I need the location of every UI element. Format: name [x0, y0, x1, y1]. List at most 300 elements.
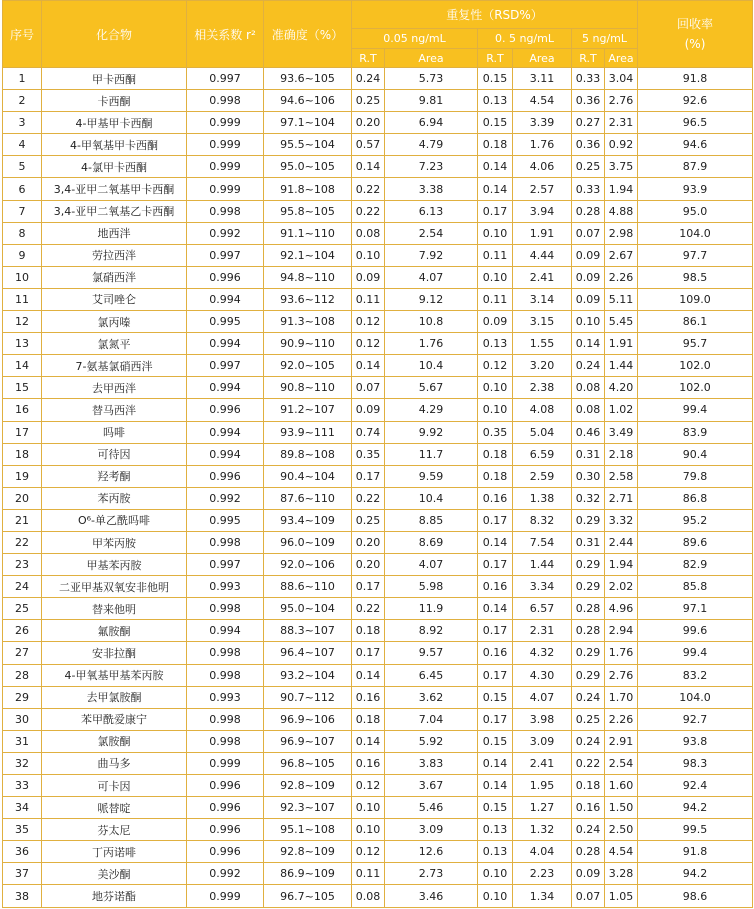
table-row	[3, 509, 753, 531]
row-index: 38	[3, 885, 42, 907]
rt-005: 0.16	[352, 752, 385, 774]
rt-005: 0.10	[352, 797, 385, 819]
area-05: 2.38	[513, 377, 572, 399]
rt-05: 0.12	[478, 355, 513, 377]
area-5: 5.11	[605, 288, 638, 310]
compound-name: 吗啡	[42, 421, 187, 443]
rt-005: 0.18	[352, 708, 385, 730]
row-index: 19	[3, 465, 42, 487]
accuracy-range: 88.3~107	[264, 620, 352, 642]
table-row	[3, 664, 753, 686]
compound-name: 替来他明	[42, 598, 187, 620]
row-index: 37	[3, 863, 42, 885]
rt-05: 0.14	[478, 775, 513, 797]
rt-005: 0.22	[352, 598, 385, 620]
accuracy-range: 90.9~110	[264, 333, 352, 355]
rt-5: 0.09	[572, 288, 605, 310]
area-05: 1.55	[513, 333, 572, 355]
area-005: 3.67	[385, 775, 478, 797]
rt-005: 0.74	[352, 421, 385, 443]
recovery-value: 95.2	[638, 509, 753, 531]
area-005: 8.69	[385, 531, 478, 553]
accuracy-range: 93.4~109	[264, 509, 352, 531]
r2-value: 0.998	[187, 708, 264, 730]
table-header	[3, 1, 753, 68]
accuracy-range: 96.7~105	[264, 885, 352, 907]
area-05: 2.59	[513, 465, 572, 487]
table-row	[3, 863, 753, 885]
area-05: 3.14	[513, 288, 572, 310]
area-5: 2.31	[605, 112, 638, 134]
area-005: 3.83	[385, 752, 478, 774]
rt-05: 0.10	[478, 863, 513, 885]
compound-name: 氯氮平	[42, 333, 187, 355]
recovery-value: 83.9	[638, 421, 753, 443]
area-05: 2.41	[513, 752, 572, 774]
recovery-value: 99.5	[638, 819, 753, 841]
rt-005: 0.35	[352, 443, 385, 465]
area-05: 1.91	[513, 222, 572, 244]
recovery-value: 89.6	[638, 531, 753, 553]
header-index: 序号	[3, 1, 42, 68]
area-005: 5.73	[385, 68, 478, 90]
recovery-value: 97.7	[638, 244, 753, 266]
rt-05: 0.17	[478, 664, 513, 686]
table-row	[3, 708, 753, 730]
row-index: 12	[3, 311, 42, 333]
area-05: 2.41	[513, 266, 572, 288]
rt-5: 0.24	[572, 819, 605, 841]
recovery-value: 79.8	[638, 465, 753, 487]
r2-value: 0.995	[187, 509, 264, 531]
compound-name: 可待因	[42, 443, 187, 465]
row-index: 25	[3, 598, 42, 620]
rt-5: 0.25	[572, 156, 605, 178]
table-row	[3, 156, 753, 178]
accuracy-range: 92.1~104	[264, 244, 352, 266]
accuracy-range: 95.1~108	[264, 819, 352, 841]
area-005: 5.92	[385, 730, 478, 752]
recovery-value: 97.1	[638, 598, 753, 620]
r2-value: 0.997	[187, 244, 264, 266]
rt-05: 0.13	[478, 819, 513, 841]
compound-name: 4-氯甲卡西酮	[42, 156, 187, 178]
table-row	[3, 531, 753, 553]
recovery-value: 94.2	[638, 863, 753, 885]
r2-value: 0.994	[187, 288, 264, 310]
r2-value: 0.998	[187, 598, 264, 620]
area-05: 7.54	[513, 531, 572, 553]
rt-005: 0.07	[352, 377, 385, 399]
table-row	[3, 686, 753, 708]
accuracy-range: 96.9~107	[264, 730, 352, 752]
table-row	[3, 266, 753, 288]
rt-5: 0.31	[572, 443, 605, 465]
accuracy-range: 96.9~106	[264, 708, 352, 730]
rt-005: 0.11	[352, 288, 385, 310]
row-index: 6	[3, 178, 42, 200]
compound-name: 氯丙嗪	[42, 311, 187, 333]
area-05: 3.98	[513, 708, 572, 730]
area-5: 1.76	[605, 642, 638, 664]
recovery-value: 92.7	[638, 708, 753, 730]
rt-005: 0.16	[352, 686, 385, 708]
area-005: 11.9	[385, 598, 478, 620]
recovery-value: 99.6	[638, 620, 753, 642]
area-5: 2.18	[605, 443, 638, 465]
recovery-value: 86.8	[638, 487, 753, 509]
area-005: 3.62	[385, 686, 478, 708]
table-row	[3, 333, 753, 355]
rt-05: 0.15	[478, 797, 513, 819]
row-index: 15	[3, 377, 42, 399]
area-5: 1.70	[605, 686, 638, 708]
area-05: 1.76	[513, 134, 572, 156]
area-5: 1.91	[605, 333, 638, 355]
compound-name: 哌替啶	[42, 797, 187, 819]
rt-05: 0.11	[478, 288, 513, 310]
r2-value: 0.994	[187, 333, 264, 355]
area-005: 3.09	[385, 819, 478, 841]
rt-05: 0.14	[478, 531, 513, 553]
rt-5: 0.28	[572, 620, 605, 642]
row-index: 9	[3, 244, 42, 266]
table-row	[3, 443, 753, 465]
table-row	[3, 752, 753, 774]
accuracy-range: 96.0~109	[264, 531, 352, 553]
rt-05: 0.16	[478, 487, 513, 509]
row-index: 11	[3, 288, 42, 310]
area-05: 8.32	[513, 509, 572, 531]
row-index: 18	[3, 443, 42, 465]
rt-05: 0.18	[478, 134, 513, 156]
header-compound: 化合物	[42, 1, 187, 68]
r2-value: 0.999	[187, 156, 264, 178]
area-005: 7.23	[385, 156, 478, 178]
recovery-value: 98.3	[638, 752, 753, 774]
rt-5: 0.27	[572, 112, 605, 134]
compound-name: 3,4-亚甲二氧基乙卡西酮	[42, 200, 187, 222]
compound-name: 氟胺酮	[42, 620, 187, 642]
r2-value: 0.997	[187, 68, 264, 90]
table-row	[3, 399, 753, 421]
rt-05: 0.17	[478, 200, 513, 222]
area-5: 2.76	[605, 664, 638, 686]
accuracy-range: 94.8~110	[264, 266, 352, 288]
rt-05: 0.10	[478, 885, 513, 907]
area-05: 4.07	[513, 686, 572, 708]
table-row	[3, 244, 753, 266]
rt-5: 0.24	[572, 686, 605, 708]
header-conc-1: 0.05 ng/mL	[352, 29, 478, 49]
compound-name: 3,4-亚甲二氧基甲卡西酮	[42, 178, 187, 200]
area-005: 5.67	[385, 377, 478, 399]
rt-005: 0.18	[352, 620, 385, 642]
rt-5: 0.46	[572, 421, 605, 443]
accuracy-range: 94.6~106	[264, 90, 352, 112]
rt-005: 0.09	[352, 266, 385, 288]
rt-5: 0.09	[572, 244, 605, 266]
area-5: 3.75	[605, 156, 638, 178]
rt-05: 0.15	[478, 686, 513, 708]
rt-005: 0.22	[352, 200, 385, 222]
rt-5: 0.29	[572, 664, 605, 686]
table-row	[3, 355, 753, 377]
rt-5: 0.10	[572, 311, 605, 333]
recovery-value: 94.6	[638, 134, 753, 156]
accuracy-range: 92.8~109	[264, 775, 352, 797]
accuracy-range: 92.0~106	[264, 554, 352, 576]
area-005: 6.45	[385, 664, 478, 686]
table-row	[3, 421, 753, 443]
header-r2: 相关系数 r²	[187, 1, 264, 68]
area-05: 1.27	[513, 797, 572, 819]
header-accuracy: 准确度（%）	[264, 1, 352, 68]
area-5: 2.02	[605, 576, 638, 598]
rt-5: 0.32	[572, 487, 605, 509]
rt-5: 0.09	[572, 863, 605, 885]
rt-005: 0.22	[352, 178, 385, 200]
area-005: 10.4	[385, 487, 478, 509]
area-005: 8.92	[385, 620, 478, 642]
area-05: 3.15	[513, 311, 572, 333]
area-5: 3.32	[605, 509, 638, 531]
rt-005: 0.20	[352, 112, 385, 134]
accuracy-range: 93.2~104	[264, 664, 352, 686]
rt-05: 0.17	[478, 708, 513, 730]
results-table	[2, 0, 753, 908]
compound-name: 可卡因	[42, 775, 187, 797]
row-index: 27	[3, 642, 42, 664]
table-row	[3, 311, 753, 333]
accuracy-range: 87.6~110	[264, 487, 352, 509]
area-005: 5.98	[385, 576, 478, 598]
row-index: 14	[3, 355, 42, 377]
table-row	[3, 68, 753, 90]
accuracy-range: 92.8~109	[264, 841, 352, 863]
area-5: 1.44	[605, 355, 638, 377]
area-05: 3.09	[513, 730, 572, 752]
table-row	[3, 819, 753, 841]
header-rt: R.T	[352, 49, 385, 68]
r2-value: 0.994	[187, 377, 264, 399]
area-05: 6.57	[513, 598, 572, 620]
area-05: 4.44	[513, 244, 572, 266]
rt-005: 0.17	[352, 576, 385, 598]
area-5: 4.20	[605, 377, 638, 399]
area-05: 4.32	[513, 642, 572, 664]
area-05: 4.54	[513, 90, 572, 112]
recovery-value: 92.4	[638, 775, 753, 797]
recovery-value: 95.0	[638, 200, 753, 222]
rt-005: 0.14	[352, 156, 385, 178]
header-rt: R.T	[478, 49, 513, 68]
table-row	[3, 112, 753, 134]
r2-value: 0.999	[187, 885, 264, 907]
rt-05: 0.16	[478, 642, 513, 664]
rt-5: 0.36	[572, 134, 605, 156]
recovery-value: 90.4	[638, 443, 753, 465]
compound-name: 4-甲基甲卡西酮	[42, 112, 187, 134]
table-row	[3, 554, 753, 576]
rt-005: 0.14	[352, 355, 385, 377]
area-05: 3.39	[513, 112, 572, 134]
area-05: 2.23	[513, 863, 572, 885]
area-005: 4.07	[385, 554, 478, 576]
area-05: 4.06	[513, 156, 572, 178]
recovery-value: 102.0	[638, 355, 753, 377]
rt-5: 0.24	[572, 730, 605, 752]
rt-005: 0.25	[352, 509, 385, 531]
compound-name: 甲基苯丙胺	[42, 554, 187, 576]
header-repeatability: 重复性（RSD%）	[352, 1, 638, 29]
compound-name: 苯甲酰爱康宁	[42, 708, 187, 730]
rt-005: 0.20	[352, 554, 385, 576]
header-rt: R.T	[572, 49, 605, 68]
rt-5: 0.29	[572, 509, 605, 531]
r2-value: 0.998	[187, 642, 264, 664]
table-row	[3, 620, 753, 642]
rt-005: 0.17	[352, 642, 385, 664]
area-005: 12.6	[385, 841, 478, 863]
rt-005: 0.25	[352, 90, 385, 112]
rt-5: 0.28	[572, 598, 605, 620]
area-005: 9.81	[385, 90, 478, 112]
area-005: 2.54	[385, 222, 478, 244]
row-index: 26	[3, 620, 42, 642]
rt-05: 0.35	[478, 421, 513, 443]
row-index: 17	[3, 421, 42, 443]
rt-05: 0.10	[478, 266, 513, 288]
area-5: 2.94	[605, 620, 638, 642]
area-05: 2.31	[513, 620, 572, 642]
rt-5: 0.14	[572, 333, 605, 355]
r2-value: 0.992	[187, 487, 264, 509]
rt-005: 0.22	[352, 487, 385, 509]
area-05: 1.44	[513, 554, 572, 576]
area-005: 9.12	[385, 288, 478, 310]
area-5: 1.94	[605, 554, 638, 576]
recovery-value: 98.5	[638, 266, 753, 288]
r2-value: 0.998	[187, 200, 264, 222]
rt-5: 0.09	[572, 266, 605, 288]
area-5: 2.71	[605, 487, 638, 509]
accuracy-range: 95.0~105	[264, 156, 352, 178]
rt-5: 0.07	[572, 222, 605, 244]
rt-005: 0.20	[352, 531, 385, 553]
area-005: 4.29	[385, 399, 478, 421]
row-index: 30	[3, 708, 42, 730]
compound-name: 地芬诺酯	[42, 885, 187, 907]
rt-005: 0.12	[352, 311, 385, 333]
compound-name: 美沙酮	[42, 863, 187, 885]
row-index: 29	[3, 686, 42, 708]
area-005: 2.73	[385, 863, 478, 885]
area-005: 3.38	[385, 178, 478, 200]
rt-05: 0.11	[478, 244, 513, 266]
area-5: 2.58	[605, 465, 638, 487]
r2-value: 0.996	[187, 797, 264, 819]
area-5: 2.26	[605, 266, 638, 288]
area-05: 4.30	[513, 664, 572, 686]
area-005: 8.85	[385, 509, 478, 531]
table-row	[3, 576, 753, 598]
row-index: 24	[3, 576, 42, 598]
compound-name: 丁丙诺啡	[42, 841, 187, 863]
row-index: 4	[3, 134, 42, 156]
rt-5: 0.30	[572, 465, 605, 487]
accuracy-range: 91.2~107	[264, 399, 352, 421]
r2-value: 0.997	[187, 355, 264, 377]
rt-005: 0.57	[352, 134, 385, 156]
compound-name: 曲马多	[42, 752, 187, 774]
header-recovery: 回收率 (%)	[638, 1, 753, 68]
accuracy-range: 92.0~105	[264, 355, 352, 377]
row-index: 35	[3, 819, 42, 841]
recovery-value: 95.7	[638, 333, 753, 355]
compound-name: 二亚甲基双氧安非他明	[42, 576, 187, 598]
rt-05: 0.16	[478, 576, 513, 598]
compound-name: 去甲西泮	[42, 377, 187, 399]
accuracy-range: 97.1~104	[264, 112, 352, 134]
rt-5: 0.33	[572, 178, 605, 200]
rt-005: 0.11	[352, 863, 385, 885]
compound-name: 芬太尼	[42, 819, 187, 841]
table-row	[3, 377, 753, 399]
row-index: 5	[3, 156, 42, 178]
rt-5: 0.36	[572, 90, 605, 112]
r2-value: 0.996	[187, 399, 264, 421]
area-005: 9.59	[385, 465, 478, 487]
area-5: 3.04	[605, 68, 638, 90]
row-index: 21	[3, 509, 42, 531]
area-05: 1.38	[513, 487, 572, 509]
rt-05: 0.13	[478, 841, 513, 863]
area-05: 3.20	[513, 355, 572, 377]
area-5: 1.60	[605, 775, 638, 797]
rt-05: 0.17	[478, 509, 513, 531]
area-05: 1.95	[513, 775, 572, 797]
recovery-value: 104.0	[638, 222, 753, 244]
r2-value: 0.993	[187, 686, 264, 708]
compound-name: 氯硝西泮	[42, 266, 187, 288]
area-5: 1.02	[605, 399, 638, 421]
area-5: 0.92	[605, 134, 638, 156]
compound-name: 卡西酮	[42, 90, 187, 112]
rt-05: 0.14	[478, 598, 513, 620]
rt-5: 0.25	[572, 708, 605, 730]
rt-5: 0.28	[572, 200, 605, 222]
row-index: 8	[3, 222, 42, 244]
table-row	[3, 642, 753, 664]
r2-value: 0.992	[187, 222, 264, 244]
r2-value: 0.999	[187, 112, 264, 134]
accuracy-range: 91.3~108	[264, 311, 352, 333]
rt-005: 0.14	[352, 730, 385, 752]
table-row	[3, 730, 753, 752]
compound-name: O⁶-单乙酰吗啡	[42, 509, 187, 531]
table-row	[3, 841, 753, 863]
rt-05: 0.09	[478, 311, 513, 333]
compound-name: 羟考酮	[42, 465, 187, 487]
table-row	[3, 178, 753, 200]
r2-value: 0.998	[187, 531, 264, 553]
row-index: 31	[3, 730, 42, 752]
rt-005: 0.12	[352, 775, 385, 797]
area-5: 3.28	[605, 863, 638, 885]
accuracy-range: 90.8~110	[264, 377, 352, 399]
accuracy-range: 92.3~107	[264, 797, 352, 819]
